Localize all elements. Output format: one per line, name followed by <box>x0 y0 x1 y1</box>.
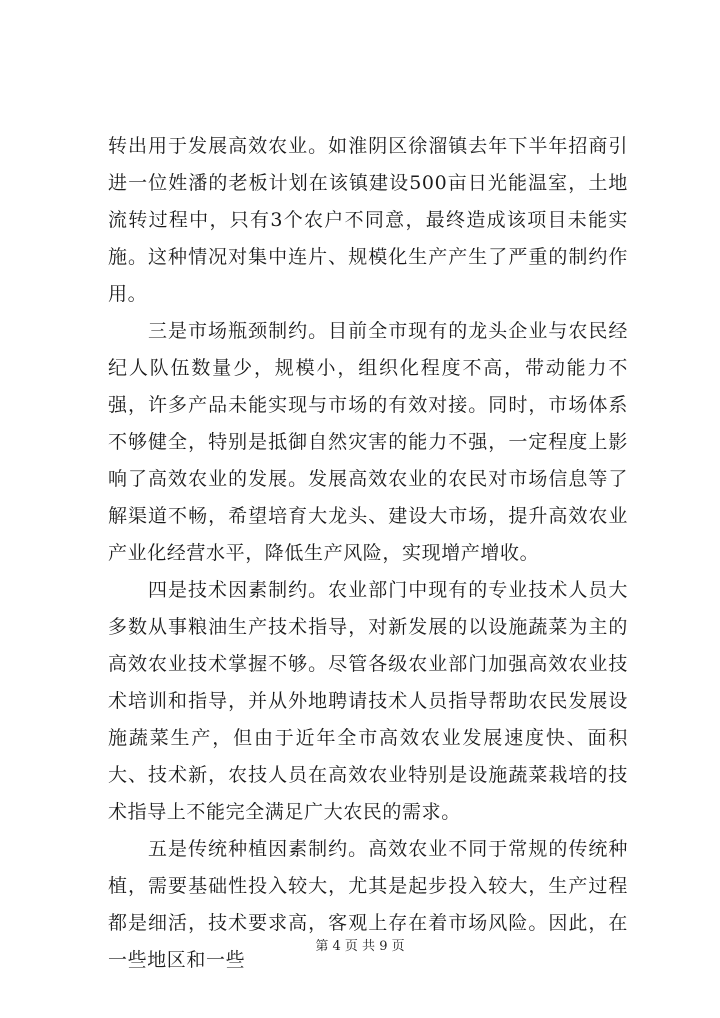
body-text <box>108 128 628 979</box>
paragraph-market-constraint: 三是市场瓶颈制约。目前全市现有的龙头企业与农民经纪人队伍数量少，规模小，组织化程度不高，带动能力不强，许多产品未能实现与市场的有效对接。同时，市场体系不够健全，特别是抵御自然灾害的能力不强，一定程度上影响了高效农业的发展。发展高效农业的农民对市场信息等了解渠道不畅，希望培育大龙头、建设大市场，提升高效农业产业化经营水平，降低生产风险，实现增产增收。 <box>108 320 628 564</box>
page-number-footer: 第 4 页 共 9 页 <box>315 939 405 954</box>
paragraph-land-transfer: 转出用于发展高效农业。如淮阴区徐溜镇去年下半年招商引进一位姓潘的老板计划在该镇建设500亩日光能温室，土地流转过程中，只有3个农户不同意，最终造成该项目未能实施。这种情况对集中连片、规模化生产产生了严重的制约作用。 <box>108 135 628 305</box>
paragraph-traditional-planting-constraint: 五是传统种植因素制约。高效农业不同于常规的传统种植，需要基础性投入较大，尤其是起步投入较大，生产过程都是细活，技术要求高，客观上存在着市场风险。因此，在一些地区和一些 <box>108 838 628 971</box>
paragraph-technical-constraint: 四是技术因素制约。农业部门中现有的专业技术人员大多数从事粮油生产技术指导，对新发展的以设施蔬菜为主的高效农业技术掌握不够。尽管各级农业部门加强高效农业技术培训和指导，并从外地聘请技术人员指导帮助农民发展设施蔬菜生产，但由于近年全市高效农业发展速度快、面积大、技术新，农技人员在高效农业特别是设施蔬菜栽培的技术指导上不能完全满足广大农民的需求。 <box>108 579 628 823</box>
